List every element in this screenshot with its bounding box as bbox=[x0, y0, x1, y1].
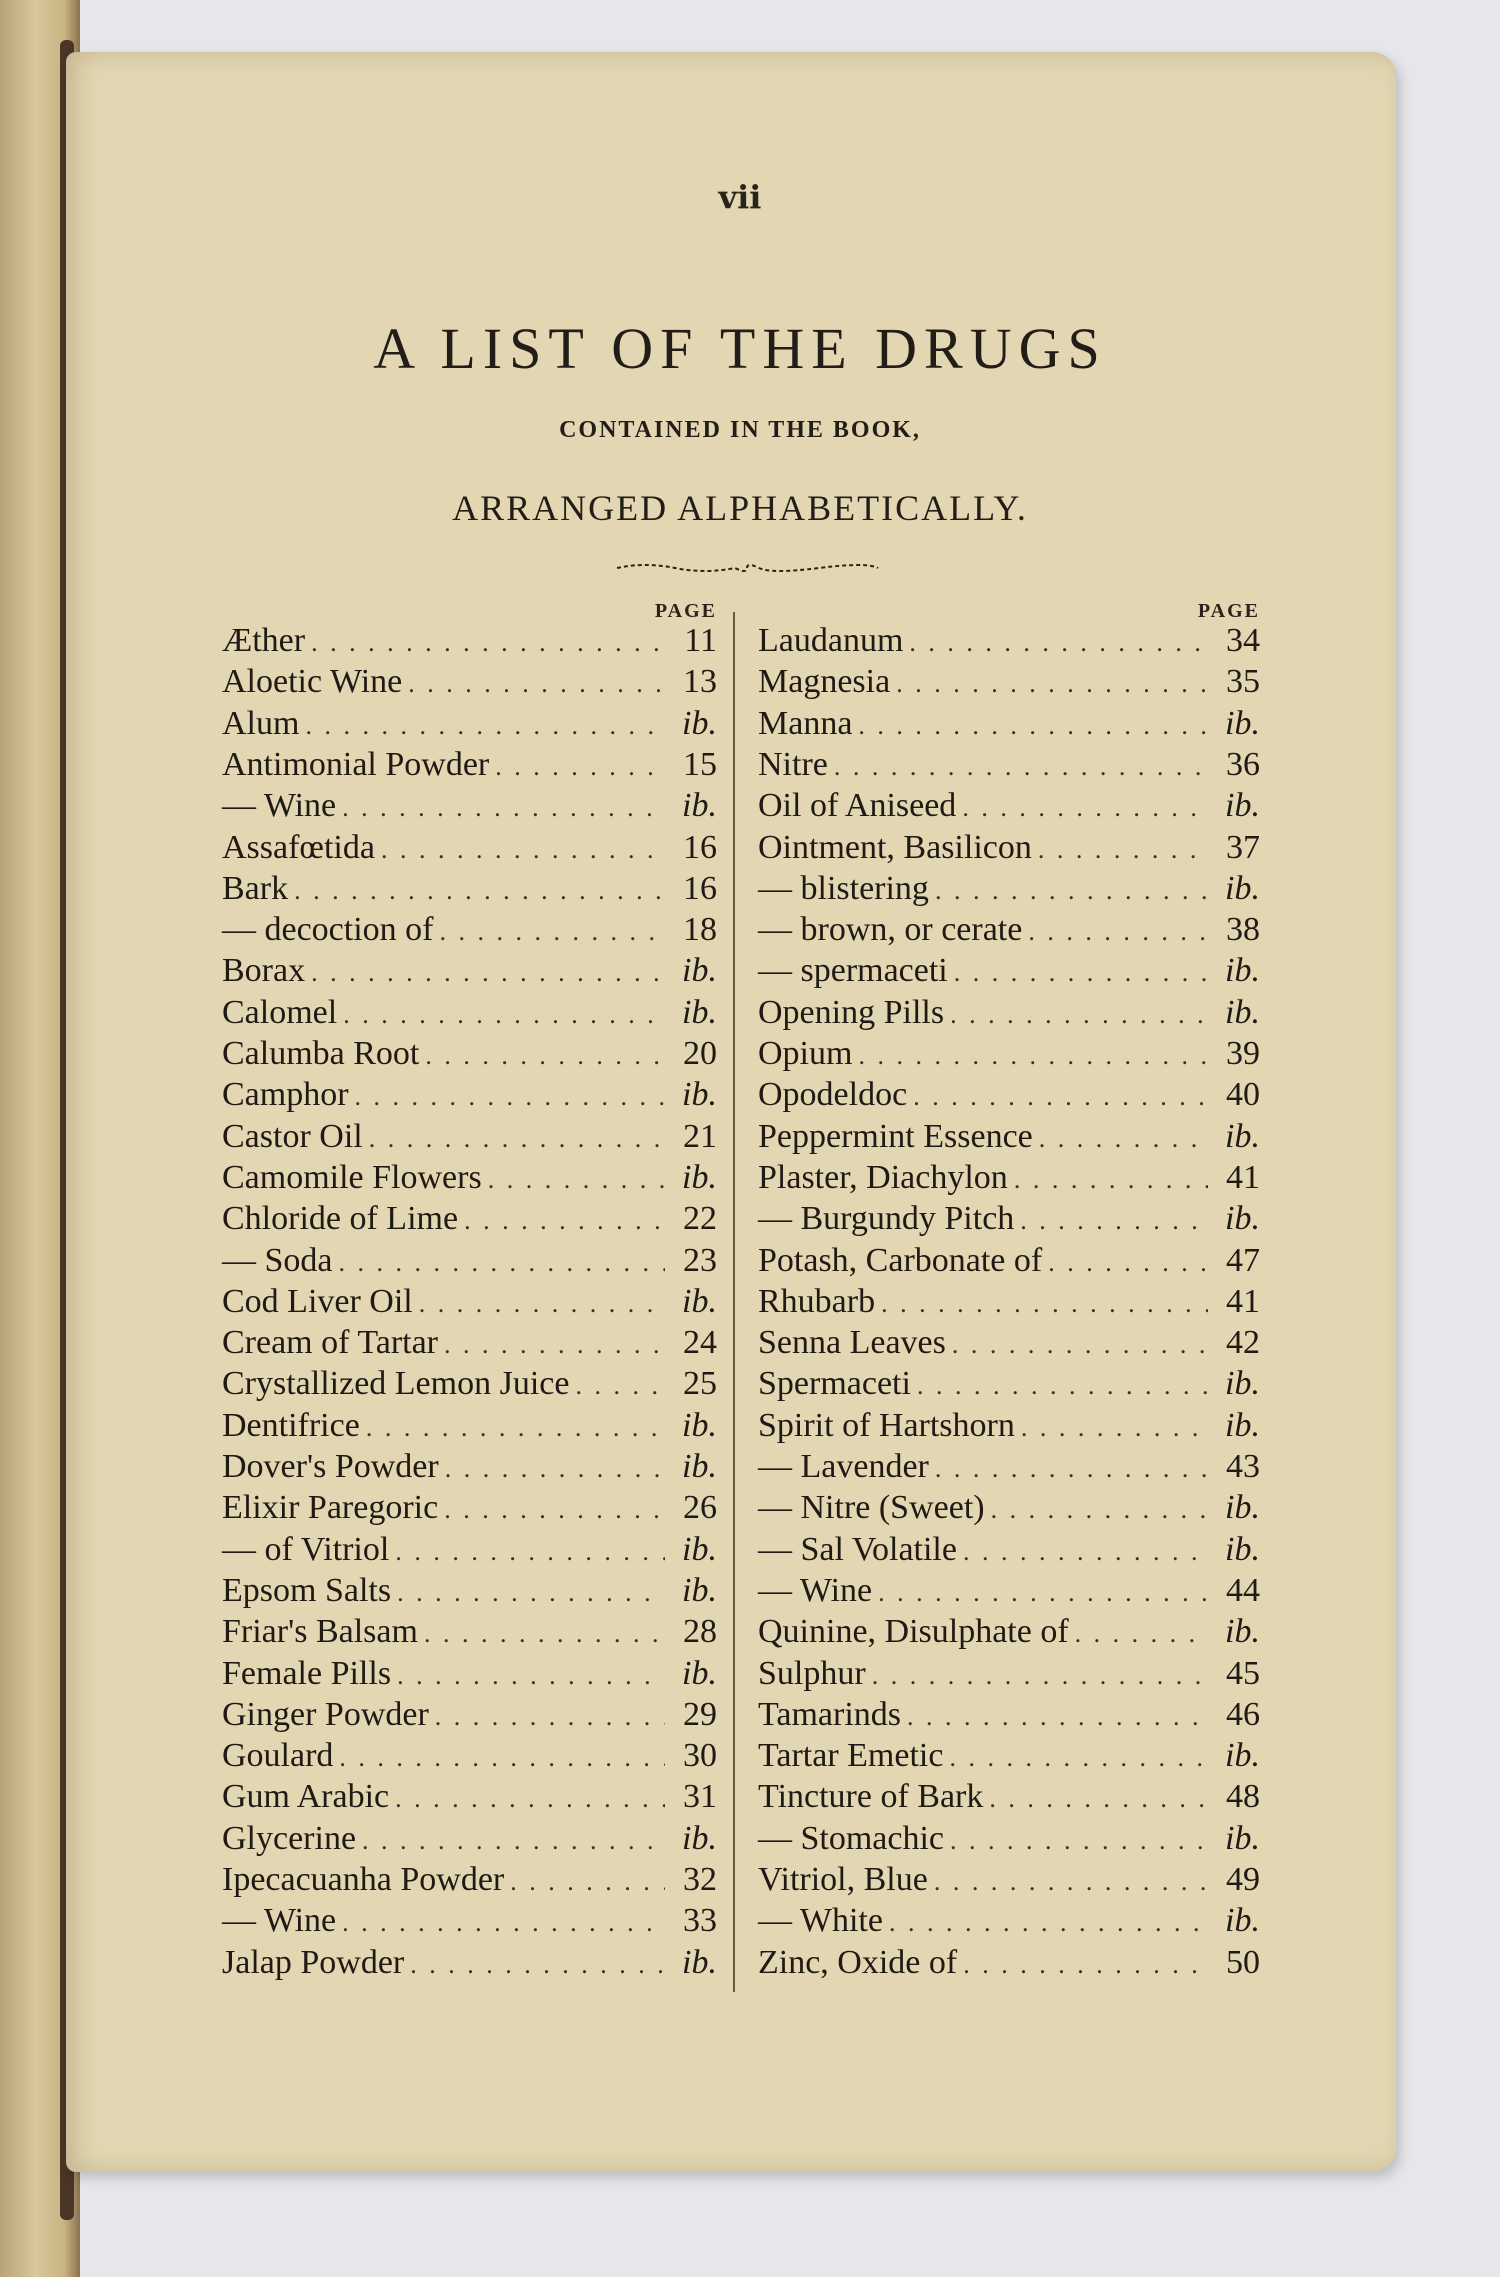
page-ref: ib. bbox=[1225, 1902, 1260, 1940]
drug-name: — spermaceti bbox=[758, 952, 948, 990]
index-entry bbox=[222, 952, 717, 992]
drug-name: Epsom Salts bbox=[222, 1571, 392, 1609]
page-ref: 47 bbox=[1226, 1241, 1260, 1279]
page-number: vii bbox=[718, 178, 762, 216]
index-entry bbox=[222, 1365, 717, 1405]
index-entry bbox=[222, 1737, 717, 1777]
page-ref: ib. bbox=[682, 1819, 717, 1857]
index-entry bbox=[758, 1118, 1260, 1158]
dot-leader bbox=[889, 1908, 1208, 1938]
dot-leader bbox=[935, 876, 1208, 906]
drug-name: Spirit of Hartshorn bbox=[758, 1406, 1015, 1444]
index-entry bbox=[758, 1613, 1260, 1653]
index-entry bbox=[222, 1407, 717, 1447]
index-entry bbox=[758, 787, 1260, 827]
drug-name: Glycerine bbox=[222, 1819, 357, 1857]
dot-leader bbox=[464, 1206, 665, 1236]
dot-leader bbox=[952, 1330, 1208, 1360]
index-entry bbox=[222, 1118, 717, 1158]
drug-name: Manna bbox=[758, 704, 853, 742]
dot-leader bbox=[858, 711, 1208, 741]
drug-name: Opening Pills bbox=[758, 993, 945, 1031]
page-ref: 26 bbox=[683, 1489, 717, 1527]
index-entry bbox=[758, 1448, 1260, 1488]
page-ref: ib. bbox=[1225, 1406, 1260, 1444]
drug-name: Æther bbox=[222, 622, 306, 659]
page-ref: ib. bbox=[1225, 1365, 1260, 1403]
dot-leader bbox=[950, 1000, 1208, 1030]
drug-name: Opium bbox=[758, 1035, 853, 1072]
index-entry bbox=[758, 1489, 1260, 1529]
drug-name: — Wine bbox=[222, 1902, 337, 1940]
drug-name: — of Vitriol bbox=[222, 1530, 390, 1568]
drug-name: — Soda bbox=[222, 1241, 333, 1279]
index-entry bbox=[758, 622, 1260, 662]
drug-name: Ginger Powder bbox=[222, 1695, 429, 1733]
dot-leader bbox=[907, 1702, 1208, 1732]
drug-name: Bark bbox=[222, 869, 289, 907]
index-entry bbox=[222, 1448, 717, 1488]
page-ref: 38 bbox=[1226, 911, 1260, 949]
index-entry bbox=[222, 1572, 717, 1612]
dot-leader bbox=[881, 1289, 1208, 1319]
drug-name: Goulard bbox=[222, 1737, 334, 1775]
dot-leader bbox=[917, 1371, 1208, 1401]
index-entry bbox=[222, 1159, 717, 1199]
drug-name: Assafœtida bbox=[222, 828, 375, 866]
dot-leader bbox=[342, 793, 665, 823]
index-entry bbox=[222, 829, 717, 869]
drug-name: Cream of Tartar bbox=[222, 1324, 439, 1362]
dot-leader bbox=[1075, 1619, 1208, 1649]
subtitle-arranged: ARRANGED ALPHABETICALLY. bbox=[452, 488, 1028, 528]
dot-leader bbox=[1039, 1124, 1208, 1154]
index-entry bbox=[758, 1778, 1260, 1818]
dot-leader bbox=[858, 1041, 1208, 1071]
index-entry bbox=[222, 1200, 717, 1240]
index-entry bbox=[758, 1944, 1260, 1984]
index-entry bbox=[758, 663, 1260, 703]
page-ref: 48 bbox=[1226, 1778, 1260, 1816]
drug-name: Potash, Carbonate of bbox=[758, 1241, 1043, 1279]
dot-leader bbox=[366, 1413, 665, 1443]
drug-name: — White bbox=[758, 1902, 883, 1940]
drug-name: Quinine, Disulphate of bbox=[758, 1613, 1069, 1651]
index-entry bbox=[758, 1283, 1260, 1323]
dot-leader bbox=[381, 835, 665, 865]
column-divider bbox=[733, 612, 735, 1992]
index-entry bbox=[222, 787, 717, 827]
dot-leader bbox=[962, 793, 1208, 823]
page-ref: 41 bbox=[1226, 1158, 1260, 1196]
dot-leader bbox=[949, 1743, 1208, 1773]
page-ref: 43 bbox=[1226, 1448, 1260, 1485]
drug-name: Camomile Flowers bbox=[222, 1158, 482, 1196]
index-entry bbox=[222, 1531, 717, 1571]
page-ref: 34 bbox=[1226, 622, 1260, 659]
page-ref: ib. bbox=[1225, 993, 1260, 1031]
dot-leader bbox=[435, 1702, 665, 1732]
page-ref: ib. bbox=[682, 1282, 717, 1320]
index-entry bbox=[222, 663, 717, 703]
dot-leader bbox=[488, 1165, 665, 1195]
right-page-heading: PAGE bbox=[1197, 600, 1260, 622]
dot-leader bbox=[419, 1289, 665, 1319]
index-entry bbox=[758, 1572, 1260, 1612]
dot-leader bbox=[510, 1867, 665, 1897]
page-ref: 45 bbox=[1226, 1654, 1260, 1692]
page-ref: 49 bbox=[1226, 1861, 1260, 1898]
page-ref: 31 bbox=[683, 1778, 717, 1816]
drug-name: Dentifrice bbox=[222, 1406, 360, 1444]
index-entry bbox=[758, 1365, 1260, 1405]
index-entry bbox=[758, 1076, 1260, 1116]
dot-leader bbox=[397, 1661, 665, 1691]
page-ref: 23 bbox=[683, 1241, 717, 1279]
page-ref: 44 bbox=[1226, 1571, 1260, 1609]
index-entry bbox=[222, 1696, 717, 1736]
page-ref: ib. bbox=[682, 1448, 717, 1485]
dot-leader bbox=[991, 1495, 1208, 1525]
page-ref: ib. bbox=[682, 1654, 717, 1692]
page-ref: ib. bbox=[1225, 1530, 1260, 1568]
dot-leader bbox=[909, 628, 1208, 658]
page-ref: 24 bbox=[683, 1324, 717, 1362]
index-entry bbox=[758, 829, 1260, 869]
index-entry bbox=[758, 1655, 1260, 1695]
index-entry bbox=[222, 1902, 717, 1942]
drug-name: Magnesia bbox=[758, 663, 891, 701]
dot-leader bbox=[425, 1041, 665, 1071]
dot-leader bbox=[342, 1908, 665, 1938]
page-ref: ib. bbox=[1225, 1200, 1260, 1238]
index-entry bbox=[222, 1944, 717, 1984]
page-ref: ib. bbox=[1225, 1737, 1260, 1775]
page-title: A LIST OF THE DRUGS bbox=[373, 316, 1107, 381]
drug-name: — Wine bbox=[222, 787, 337, 825]
dot-leader bbox=[355, 1082, 665, 1112]
drug-name: Gum Arabic bbox=[222, 1778, 390, 1816]
drug-name: Elixir Paregoric bbox=[222, 1489, 439, 1527]
index-entry bbox=[758, 952, 1260, 992]
index-entry bbox=[758, 1242, 1260, 1282]
drug-name: Opodeldoc bbox=[758, 1076, 908, 1114]
index-entry bbox=[758, 1200, 1260, 1240]
dot-leader bbox=[339, 1743, 665, 1773]
index-entry bbox=[222, 911, 717, 951]
page-ref: 16 bbox=[683, 869, 717, 907]
drug-name: Ipecacuanha Powder bbox=[222, 1861, 505, 1898]
drug-name: Chloride of Lime bbox=[222, 1200, 459, 1238]
index-entry bbox=[758, 1861, 1260, 1901]
drug-name: Female Pills bbox=[222, 1654, 392, 1692]
dot-leader bbox=[575, 1371, 665, 1401]
dot-leader bbox=[444, 1330, 665, 1360]
drug-name: Friar's Balsam bbox=[222, 1613, 418, 1651]
dot-leader bbox=[1020, 1206, 1208, 1236]
drug-name: Alum bbox=[222, 704, 300, 742]
drug-name: Tamarinds bbox=[758, 1695, 902, 1733]
dot-leader bbox=[950, 1826, 1208, 1856]
drug-name: Nitre bbox=[758, 745, 828, 783]
dot-leader bbox=[1028, 917, 1208, 947]
drug-name: Calomel bbox=[222, 993, 338, 1031]
drug-name: Antimonial Powder bbox=[222, 745, 490, 783]
dot-leader bbox=[963, 1537, 1208, 1567]
index-entry bbox=[758, 1324, 1260, 1364]
dot-leader bbox=[934, 1867, 1208, 1897]
page-ref: ib. bbox=[682, 1571, 717, 1609]
drug-name: — Nitre (Sweet) bbox=[758, 1489, 985, 1527]
drug-name: Vitriol, Blue bbox=[758, 1861, 928, 1898]
page-ref: ib. bbox=[1225, 787, 1260, 825]
page-ref: 32 bbox=[683, 1861, 717, 1898]
drug-name: Senna Leaves bbox=[758, 1324, 946, 1362]
index-entry bbox=[758, 1820, 1260, 1860]
dot-leader bbox=[495, 752, 665, 782]
page-ref: 18 bbox=[683, 911, 717, 949]
dot-leader bbox=[408, 669, 665, 699]
drug-name: — Stomachic bbox=[758, 1819, 945, 1857]
dot-leader bbox=[1048, 1248, 1208, 1278]
ornament-divider bbox=[615, 558, 880, 578]
index-entry bbox=[222, 870, 717, 910]
drug-name: — blistering bbox=[758, 869, 929, 907]
page-ref: 37 bbox=[1226, 828, 1260, 866]
index-entry bbox=[222, 1242, 717, 1282]
page-ref: 36 bbox=[1226, 745, 1260, 783]
page-ref: 20 bbox=[683, 1035, 717, 1072]
dot-leader bbox=[305, 711, 665, 741]
dot-leader bbox=[1038, 835, 1208, 865]
drug-name: Rhubarb bbox=[758, 1282, 876, 1320]
page-ref: ib. bbox=[1225, 1613, 1260, 1651]
drug-name: Tincture of Bark bbox=[758, 1778, 984, 1816]
dot-leader bbox=[397, 1578, 665, 1608]
index-entry bbox=[222, 1283, 717, 1323]
page-ref: 28 bbox=[683, 1613, 717, 1651]
page-ref: ib. bbox=[682, 1943, 717, 1981]
drug-name: — Sal Volatile bbox=[758, 1530, 957, 1568]
page-ref: ib. bbox=[1225, 1117, 1260, 1155]
dot-leader bbox=[445, 1454, 665, 1484]
index-entry bbox=[758, 1159, 1260, 1199]
index-entry bbox=[758, 1696, 1260, 1736]
drug-name: Camphor bbox=[222, 1076, 349, 1114]
drug-name: — Lavender bbox=[758, 1448, 929, 1485]
drug-name: Crystallized Lemon Juice bbox=[222, 1365, 570, 1403]
drug-name: Plaster, Diachylon bbox=[758, 1158, 1008, 1196]
index-entry bbox=[222, 1778, 717, 1818]
drug-name: Aloetic Wine bbox=[222, 663, 403, 701]
page-ref: ib. bbox=[682, 704, 717, 742]
dot-leader bbox=[913, 1082, 1208, 1112]
drug-name: Peppermint Essence bbox=[758, 1117, 1033, 1155]
page-ref: ib. bbox=[682, 787, 717, 825]
page-ref: 15 bbox=[683, 745, 717, 783]
index-entry bbox=[222, 1489, 717, 1529]
drug-name: Laudanum bbox=[758, 622, 904, 659]
dot-leader bbox=[395, 1537, 665, 1567]
dot-leader bbox=[1021, 1413, 1208, 1443]
dot-leader bbox=[362, 1826, 665, 1856]
drug-name: Sulphur bbox=[758, 1654, 866, 1692]
dot-leader bbox=[395, 1784, 665, 1814]
drug-name: Zinc, Oxide of bbox=[758, 1943, 958, 1981]
dot-leader bbox=[896, 669, 1208, 699]
page-ref: 40 bbox=[1226, 1076, 1260, 1114]
page-ref: 39 bbox=[1226, 1035, 1260, 1072]
index-entry bbox=[222, 1076, 717, 1116]
drug-name: Spermaceti bbox=[758, 1365, 911, 1403]
dot-leader bbox=[410, 1950, 665, 1980]
index-entry bbox=[222, 705, 717, 745]
page-ref: ib. bbox=[682, 952, 717, 990]
page-ref: ib. bbox=[1225, 952, 1260, 990]
page-ref: 41 bbox=[1226, 1282, 1260, 1320]
drug-name: Cod Liver Oil bbox=[222, 1282, 413, 1320]
drug-name: Borax bbox=[222, 952, 306, 990]
index-entry bbox=[222, 746, 717, 786]
page-ref: 11 bbox=[684, 622, 717, 659]
page-ref: ib. bbox=[682, 1530, 717, 1568]
index-entry bbox=[758, 1531, 1260, 1571]
page-ref: 46 bbox=[1226, 1695, 1260, 1733]
page-ref: ib. bbox=[682, 1406, 717, 1444]
dot-leader bbox=[935, 1454, 1208, 1484]
dot-leader bbox=[963, 1950, 1208, 1980]
index-entry bbox=[758, 1737, 1260, 1777]
drug-name: Dover's Powder bbox=[222, 1448, 439, 1485]
drug-name: Castor Oil bbox=[222, 1117, 363, 1155]
index-entry bbox=[222, 1861, 717, 1901]
page-ref: ib. bbox=[1225, 704, 1260, 742]
page-ref: 35 bbox=[1226, 663, 1260, 701]
index-entry bbox=[222, 1035, 717, 1075]
page-ref: 29 bbox=[683, 1695, 717, 1733]
index-entry bbox=[222, 622, 717, 662]
page-ref: 30 bbox=[683, 1737, 717, 1775]
dot-leader bbox=[294, 876, 665, 906]
page-ref: ib. bbox=[1225, 1819, 1260, 1857]
dot-leader bbox=[343, 1000, 665, 1030]
drug-name: — decoction of bbox=[222, 911, 434, 949]
page-ref: 22 bbox=[683, 1200, 717, 1238]
page-ref: 13 bbox=[683, 663, 717, 701]
dot-leader bbox=[369, 1124, 665, 1154]
index-entry bbox=[758, 870, 1260, 910]
page-ref: 21 bbox=[683, 1117, 717, 1155]
page-ref: ib. bbox=[682, 993, 717, 1031]
page-ref: ib. bbox=[682, 1076, 717, 1114]
dot-leader bbox=[1014, 1165, 1208, 1195]
index-entry bbox=[758, 1407, 1260, 1447]
dot-leader bbox=[424, 1619, 665, 1649]
page-ref: ib. bbox=[1225, 1489, 1260, 1527]
index-entry bbox=[758, 705, 1260, 745]
left-page-heading: PAGE bbox=[654, 600, 717, 622]
dot-leader bbox=[834, 752, 1208, 782]
dot-leader bbox=[440, 917, 666, 947]
dot-leader bbox=[444, 1495, 665, 1525]
index-entry bbox=[758, 746, 1260, 786]
index-entry bbox=[758, 994, 1260, 1034]
dot-leader bbox=[311, 628, 665, 658]
page-ref: 25 bbox=[683, 1365, 717, 1403]
index-entry bbox=[222, 1324, 717, 1364]
index-entry bbox=[758, 1035, 1260, 1075]
page-ref: 33 bbox=[683, 1902, 717, 1940]
drug-name: Jalap Powder bbox=[222, 1943, 405, 1981]
dot-leader bbox=[311, 958, 665, 988]
index-entry bbox=[222, 1655, 717, 1695]
drug-name: — brown, or cerate bbox=[758, 911, 1023, 949]
dot-leader bbox=[878, 1578, 1208, 1608]
drug-name: Oil of Aniseed bbox=[758, 787, 957, 825]
dot-leader bbox=[989, 1784, 1208, 1814]
index-entry bbox=[758, 1902, 1260, 1942]
index-entry bbox=[222, 1820, 717, 1860]
page-ref: 16 bbox=[683, 828, 717, 866]
index-entry bbox=[222, 1613, 717, 1653]
dot-leader bbox=[872, 1661, 1208, 1691]
index-entry bbox=[758, 911, 1260, 951]
drug-name: — Wine bbox=[758, 1571, 873, 1609]
dot-leader bbox=[339, 1248, 666, 1278]
drug-name: Tartar Emetic bbox=[758, 1737, 944, 1775]
subtitle: CONTAINED IN THE BOOK, bbox=[559, 417, 921, 443]
drug-name: Calumba Root bbox=[222, 1035, 420, 1072]
page-ref: 42 bbox=[1226, 1324, 1260, 1362]
drug-name: — Burgundy Pitch bbox=[758, 1200, 1015, 1238]
drug-name: Ointment, Basilicon bbox=[758, 828, 1032, 866]
dot-leader bbox=[954, 958, 1208, 988]
page-ref: ib. bbox=[682, 1158, 717, 1196]
page-ref: ib. bbox=[1225, 869, 1260, 907]
index-entry bbox=[222, 994, 717, 1034]
page-ref: 50 bbox=[1226, 1943, 1260, 1981]
